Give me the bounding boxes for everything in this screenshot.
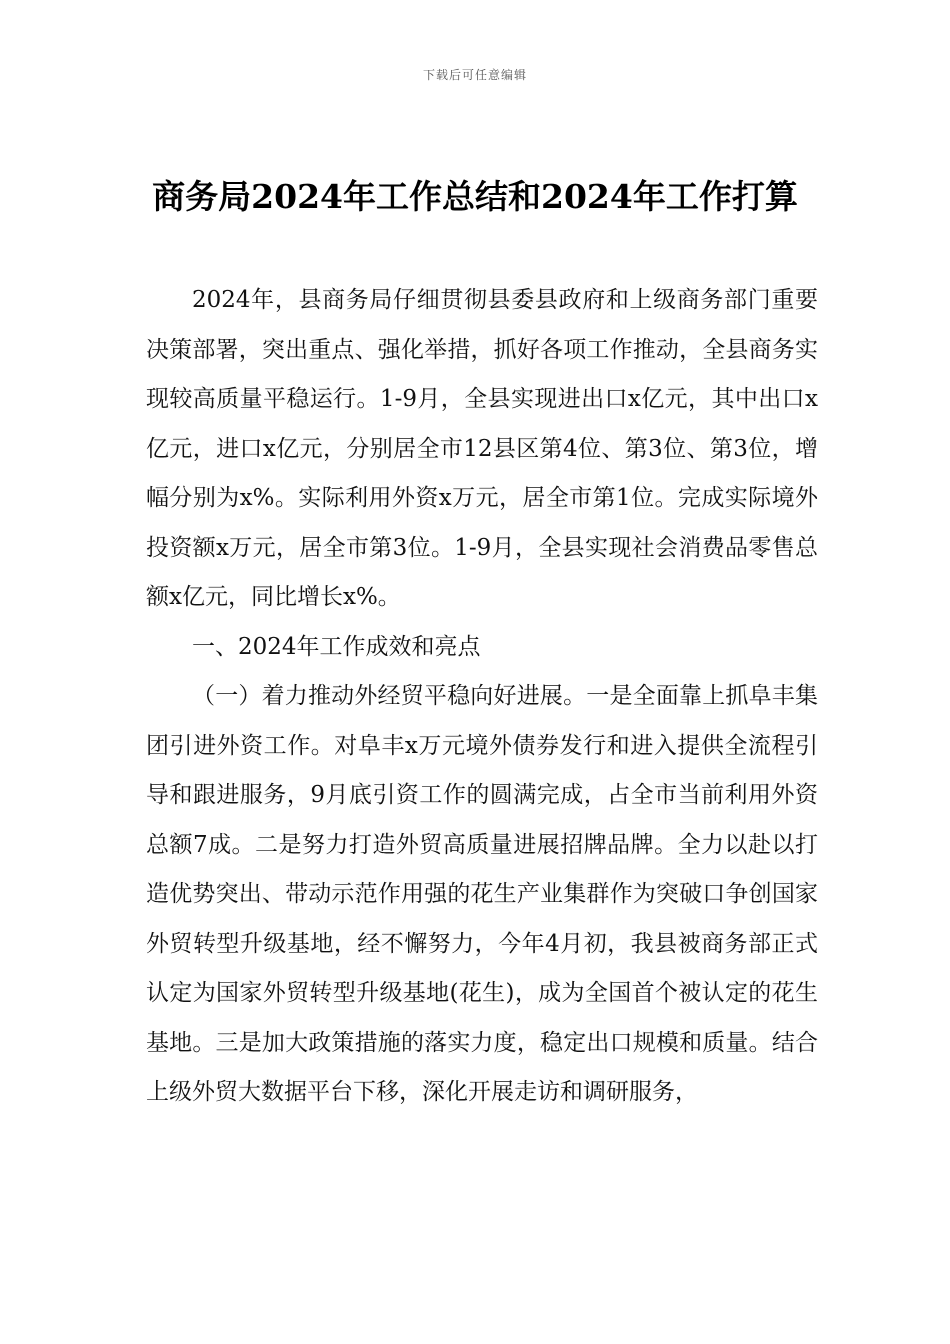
document-body [146, 276, 818, 1118]
document-title: 商务局2024年工作总结和2024年工作打算 [152, 177, 798, 216]
paragraph-intro: 2024年，县商务局仔细贯彻县委县政府和上级商务部门重要决策部署，突出重点、强化举措，抓好各项工作推动，全县商务实现较高质量平稳运行。1-9月，全县实现进出口x亿元，其中出口x亿元，进口x亿元，分别居全市12县区第4位、第3位、第3位，增幅分别为x%。实际利用外资x万元，居全市第1位。完成实际境外投资额x万元，居全市第3位。1-9月，全县实现社会消费品零售总额x亿元，同比增长x%。 [146, 287, 818, 610]
page-header-note: 下载后可任意编辑 [422, 68, 527, 82]
section-heading-1: 一、2024年工作成效和亮点 [192, 633, 481, 660]
paragraph-section-1-1: （一）着力推动外经贸平稳向好进展。一是全面靠上抓阜丰集团引进外资工作。对阜丰x万元境外债券发行和进入提供全流程引导和跟进服务，9月底引资工作的圆满完成，占全市当前利用外资总额7成。二是努力打造外贸高质量进展招牌品牌。全力以赴以打造优势突出、带动示范作用强的花生产业集群作为突破口争创国家外贸转型升级基地，经不懈努力，今年4月初，我县被商务部正式认定为国家外贸转型升级基地(花生)，成为全国首个被认定的花生基地。三是加大政策措施的落实力度，稳定出口规模和质量。结合上级外贸大数据平台下移，深化开展走访和调研服务， [146, 683, 818, 1105]
